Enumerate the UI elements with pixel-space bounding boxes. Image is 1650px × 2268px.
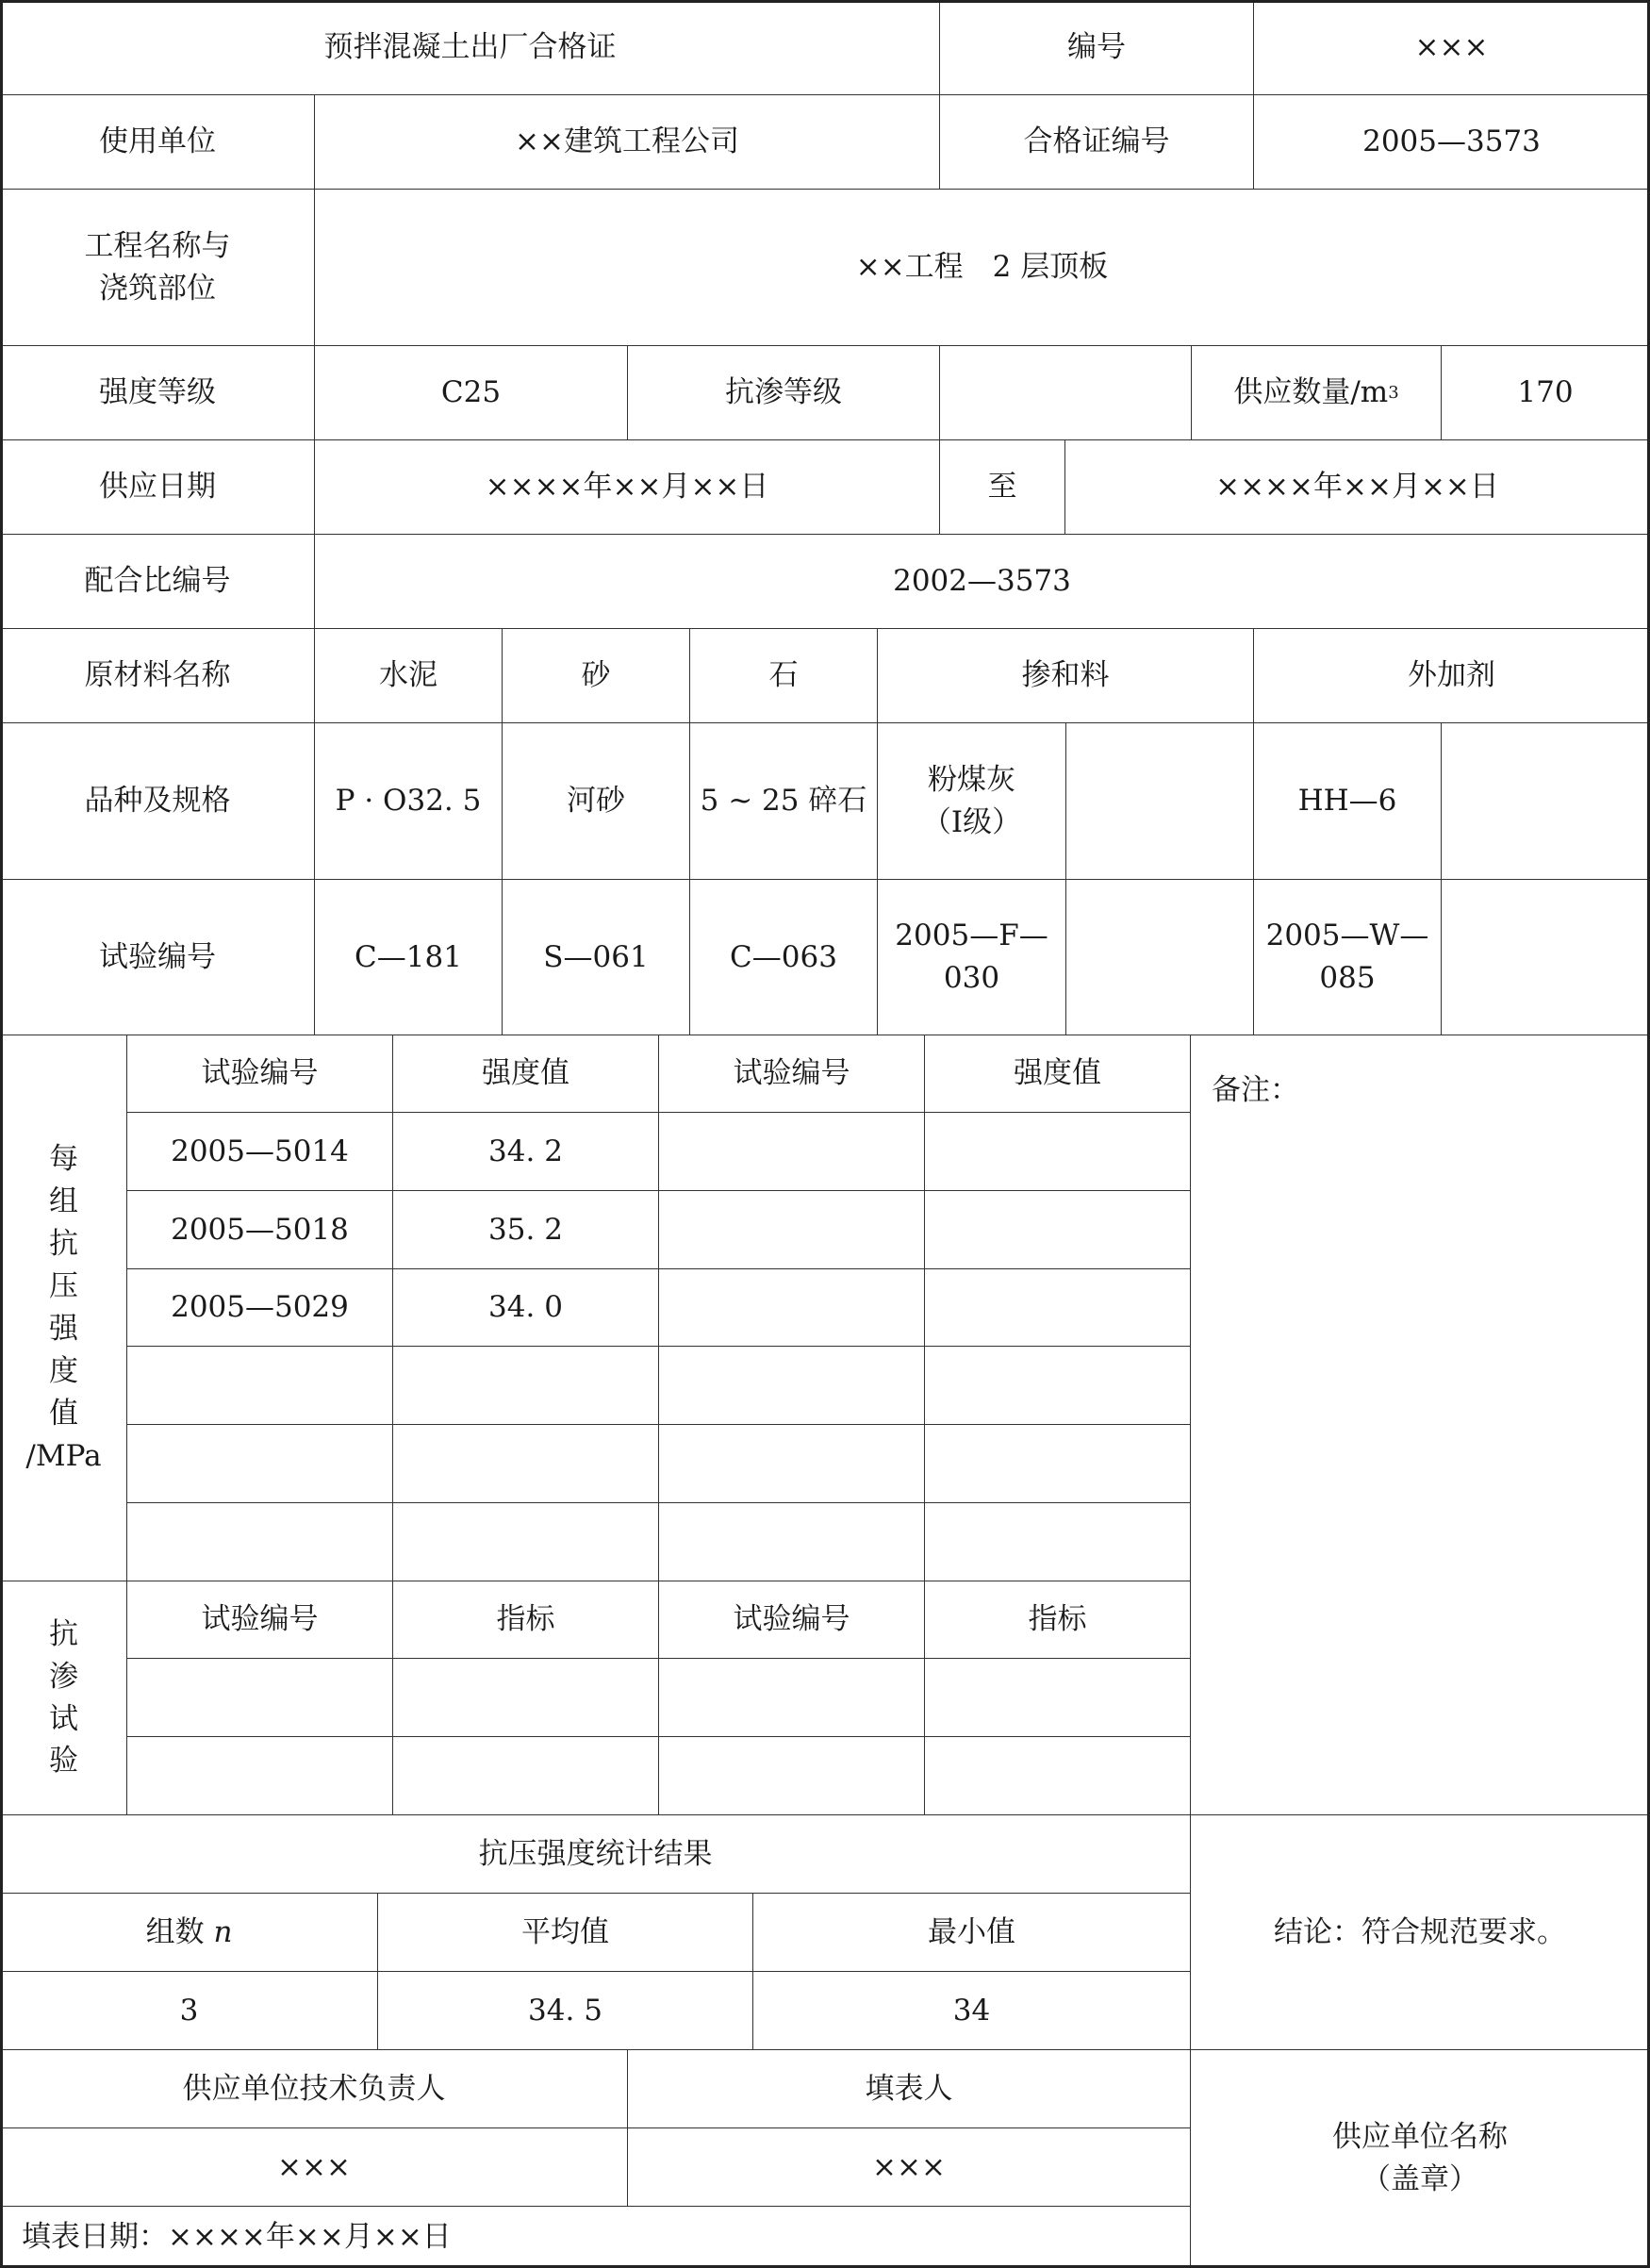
- test-admixture-1: [877, 879, 1066, 1035]
- material-name-admixture: 掺和料: [877, 628, 1254, 723]
- project-label: [0, 189, 315, 346]
- compressive-header-strength-2: 强度值: [924, 1035, 1191, 1113]
- compressive-cell: [924, 1502, 1191, 1581]
- compressive-cell: [392, 1346, 659, 1425]
- strength-value: C25: [314, 345, 628, 440]
- number-label: 编号: [939, 0, 1254, 95]
- seepage-cell: [658, 1736, 925, 1815]
- mix-value: 2002—3573: [314, 534, 1650, 629]
- stats-count-label: [0, 1893, 378, 1972]
- stats-min-value: 34: [752, 1971, 1191, 2050]
- material-spec-label: 品种及规格: [0, 722, 315, 880]
- material-name-additive: 外加剂: [1253, 628, 1650, 723]
- compressive-cell: [392, 1424, 659, 1503]
- tech-lead-label: 供应单位技术负责人: [0, 2049, 628, 2128]
- test-sand: S—061: [502, 879, 690, 1035]
- test-additive-line1: 2005—W—: [1265, 919, 1429, 953]
- spec-sand: 河砂: [502, 722, 690, 880]
- stats-title: 抗压强度统计结果: [0, 1814, 1191, 1894]
- form-title: 预拌混凝土出厂合格证: [0, 0, 940, 95]
- unit-value: ××建筑工程公司: [314, 94, 940, 190]
- mix-label: 配合比编号: [0, 534, 315, 629]
- supplier-seal: [1190, 2049, 1650, 2268]
- stats-avg-label: 平均值: [377, 1893, 753, 1972]
- date-from: ××××年××月××日: [314, 439, 940, 535]
- compressive-cell: 2005—5014: [126, 1112, 393, 1191]
- number-value: ×××: [1253, 0, 1650, 95]
- compressive-cell: [658, 1502, 925, 1581]
- test-admixture-line2: 030: [943, 961, 1000, 995]
- seepage-header-test-no-2: 试验编号: [658, 1581, 925, 1659]
- compressive-cell: 2005—5029: [126, 1268, 393, 1347]
- side-char: 渗: [49, 1659, 78, 1694]
- filler-label: 填表人: [627, 2049, 1191, 2128]
- seepage-cell: [924, 1658, 1191, 1737]
- spec-admixture-line2: （Ⅰ级）: [921, 804, 1022, 839]
- seepage-cell: [658, 1658, 925, 1737]
- stats-count-var: n: [213, 1914, 233, 1949]
- seepage-header-index-2: 指标: [924, 1581, 1191, 1659]
- compressive-cell: [924, 1346, 1191, 1425]
- stats-count-label-text: 组数: [145, 1914, 205, 1949]
- compressive-cell: [126, 1502, 393, 1581]
- quantity-label: 供应数量/m 3: [1191, 345, 1442, 440]
- cert-no-label: 合格证编号: [939, 94, 1254, 190]
- project-label-line1: 工程名称与: [84, 228, 231, 263]
- strength-label: 强度等级: [0, 345, 315, 440]
- seepage-cell: [392, 1736, 659, 1815]
- compressive-cell: 35. 2: [392, 1190, 659, 1269]
- compressive-cell: [126, 1424, 393, 1503]
- supplier-label: 供应单位名称: [1332, 2120, 1508, 2155]
- compressive-side-label: [0, 1035, 127, 1581]
- compressive-cell: [658, 1424, 925, 1503]
- spec-admixture-1: [877, 722, 1066, 880]
- spec-cement: P · O32. 5: [314, 722, 503, 880]
- side-char: /MPa: [25, 1438, 102, 1473]
- spec-stone: 5 ~ 25 碎石: [689, 722, 878, 880]
- stats-count-value: 3: [0, 1971, 378, 2050]
- material-name-cement: 水泥: [314, 628, 503, 723]
- side-char: 强: [49, 1312, 78, 1346]
- compressive-cell: [658, 1268, 925, 1347]
- compressive-cell: 34. 2: [392, 1112, 659, 1191]
- project-value: ××工程 2 层顶板: [314, 189, 1650, 346]
- spec-additive-2: [1441, 722, 1650, 880]
- seepage-cell: [924, 1736, 1191, 1815]
- compressive-cell: [392, 1502, 659, 1581]
- spec-additive-1: HH—6: [1253, 722, 1442, 880]
- compressive-cell: [924, 1424, 1191, 1503]
- side-char: 每: [49, 1142, 78, 1177]
- seepage-label: 抗渗等级: [627, 345, 940, 440]
- compressive-cell: [924, 1112, 1191, 1191]
- compressive-cell: [924, 1268, 1191, 1347]
- quantity-value: 170: [1441, 345, 1650, 440]
- test-cement: C—181: [314, 879, 503, 1035]
- side-char: 度: [49, 1353, 78, 1388]
- compressive-cell: [658, 1346, 925, 1425]
- compressive-header-strength: 强度值: [392, 1035, 659, 1113]
- material-name-sand: 砂: [502, 628, 690, 723]
- test-additive-2: [1441, 879, 1650, 1035]
- filler-value: ×××: [627, 2127, 1191, 2207]
- spec-admixture-2: [1065, 722, 1254, 880]
- compressive-header-test-no-2: 试验编号: [658, 1035, 925, 1113]
- project-label-line2: 浇筑部位: [99, 271, 216, 306]
- side-char: 试: [49, 1701, 78, 1736]
- fill-date: 填表日期：××××年××月××日: [0, 2206, 1191, 2268]
- spec-admixture-line1: 粉煤灰: [928, 762, 1015, 797]
- test-admixture-line1: 2005—F—: [895, 919, 1048, 953]
- side-char: 组: [49, 1184, 78, 1219]
- side-char: 值: [49, 1396, 78, 1431]
- tech-lead-value: ×××: [0, 2127, 628, 2207]
- test-additive-1: [1253, 879, 1442, 1035]
- date-to-label: 至: [939, 439, 1065, 535]
- stats-avg-value: 34. 5: [377, 1971, 753, 2050]
- supplier-seal-note: （盖章）: [1361, 2162, 1478, 2196]
- compressive-cell: [126, 1346, 393, 1425]
- seepage-value: [939, 345, 1192, 440]
- seepage-side-label: [0, 1581, 127, 1815]
- date-to: ××××年××月××日: [1064, 439, 1650, 535]
- unit-label: 使用单位: [0, 94, 315, 190]
- seepage-cell: [392, 1658, 659, 1737]
- compressive-cell: 2005—5018: [126, 1190, 393, 1269]
- date-label: 供应日期: [0, 439, 315, 535]
- conclusion: 结论：符合规范要求。: [1190, 1814, 1650, 2050]
- test-stone: C—063: [689, 879, 878, 1035]
- compressive-cell: [658, 1190, 925, 1269]
- test-additive-line2: 085: [1319, 961, 1376, 995]
- seepage-header-test-no: 试验编号: [126, 1581, 393, 1659]
- material-name-stone: 石: [689, 628, 878, 723]
- side-char: 验: [49, 1744, 78, 1779]
- material-name-label: 原材料名称: [0, 628, 315, 723]
- material-test-label: 试验编号: [0, 879, 315, 1035]
- side-char: 抗: [49, 1227, 78, 1262]
- stats-min-label: 最小值: [752, 1893, 1191, 1972]
- side-char: 压: [49, 1269, 78, 1304]
- test-admixture-2: [1065, 879, 1254, 1035]
- compressive-cell: [658, 1112, 925, 1191]
- side-char: 抗: [49, 1616, 78, 1651]
- quantity-label-text: 供应数量/m: [1233, 375, 1389, 410]
- cert-no-value: 2005—3573: [1253, 94, 1650, 190]
- compressive-cell: [924, 1190, 1191, 1269]
- seepage-cell: [126, 1658, 393, 1737]
- seepage-cell: [126, 1736, 393, 1815]
- compressive-cell: 34. 0: [392, 1268, 659, 1347]
- compressive-header-test-no: 试验编号: [126, 1035, 393, 1113]
- seepage-header-index: 指标: [392, 1581, 659, 1659]
- remarks: 备注：: [1190, 1035, 1650, 1815]
